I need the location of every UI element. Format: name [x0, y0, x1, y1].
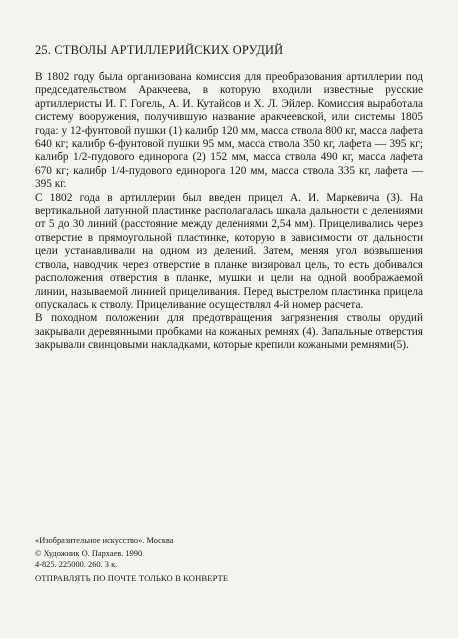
- article-body: [35, 71, 423, 353]
- page-title: 25. СТВОЛЫ АРТИЛЛЕРИЙСКИХ ОРУДИЙ: [35, 43, 284, 57]
- mailing-notice: ОТПРАВЛЯТЬ ПО ПОЧТЕ ТОЛЬКО В КОНВЕРТЕ: [35, 572, 229, 583]
- imprint: [35, 535, 425, 584]
- paragraph-commission: В 1802 году была организована комиссия для преобразования артиллерии под председательством Аракчеева, в которую входили известные русские артиллеристы И. Г. Гогель, А. И. Кутайсов и Х. Л. Эйлер. Комиссия выработала систему вооружения, получившую название аракчеевской, или системы 1805 года: у 12-фунтовой пушки (1) калибр 120 мм, масса ствола 800 кг, масса лафета 640 кг; калибр 6-фунтовой пушки 95 мм, масса ствола 350 кг, лафета — 395 кг; калибр 1/2-пудового единорога (2) 152 мм, масса ствола 490 кг, масса лафета 670 кг; калибр 1/4-пудового единорога 120 мм, масса ствола 335 кг, лафета — 395 кг.: [35, 71, 423, 191]
- paragraph-sight: С 1802 года в артиллерии был введен прицел А. И. Маркевича (3). На вертикальной латунной пластинке располагалась шкала дальности с делениями от 5 до 30 линий (расстояние между делениями 2,54 мм). Прицеливались через отверстие в прямоугольной пластинке, которую в зависимости от дальности цели устанавливали на одном из делений. Затем, меняя угол возвышения ствола, наводчик через отверстие в планке визировал цель, то есть добивался расположения отверстия в планке, мушки и цели на одной воображаемой линии, называемой линией прицеливания. Перед выстрелом пластинка прицела опускалась к стволу. Прицеливание осуществлял 4-й номер расчета.: [35, 191, 423, 311]
- publisher-line: «Изобразительное искусство». Москва: [35, 536, 174, 545]
- artist-credit: © Художник О. Пархаев. 1990: [35, 549, 143, 559]
- paragraph-marching: В походном положении для предотвращения загрязнения стволы орудий закрывали деревянными пробками на кожаных ремнях (4). Запальные отверстия закрывали свинцовыми накладками, которые крепили кожаными ремнями(5).: [35, 312, 423, 352]
- print-codes: 4-825. 225000. 260. 3 к.: [35, 560, 118, 570]
